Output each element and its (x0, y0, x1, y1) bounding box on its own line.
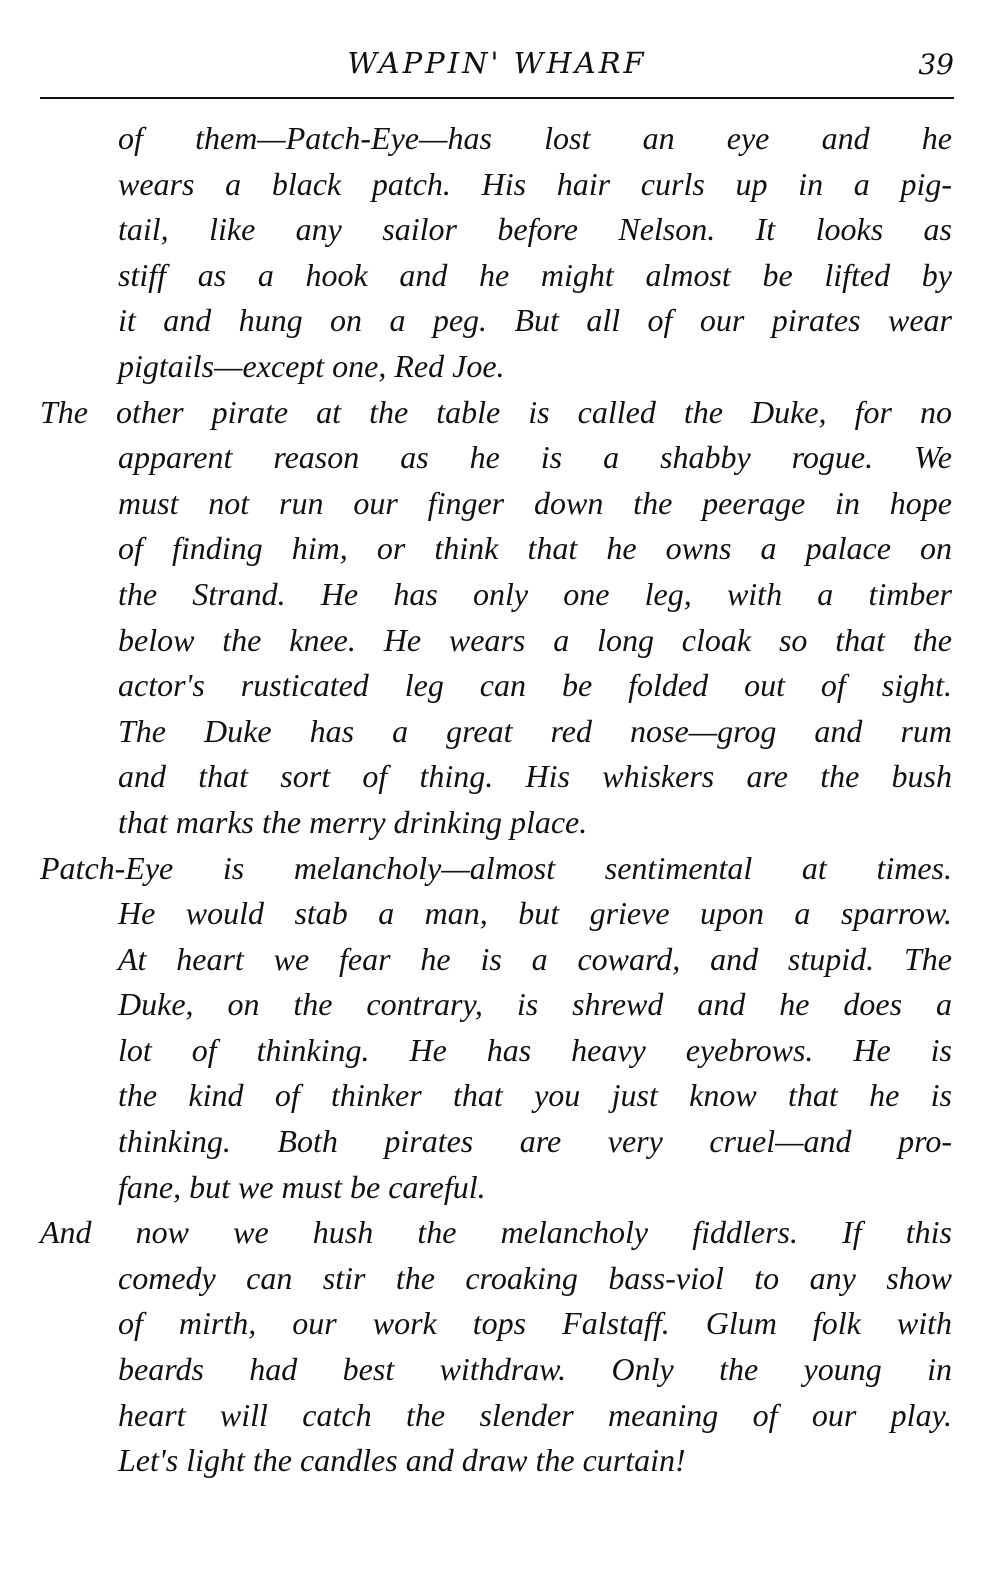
text-line: of them—Patch-Eye—has lost an eye and he (118, 120, 952, 156)
text-line: below the knee. He wears a long cloak so that the (118, 621, 952, 658)
text-line: wears a black patch. His hair curls up in a pig- (118, 165, 952, 202)
page-number: 39 (918, 48, 954, 81)
text-line: of mirth, our work tops Falstaff. Glum folk with (118, 1305, 952, 1342)
text-line: heart will catch the slender meaning of our play. (118, 1396, 952, 1433)
text-line: Let's light the candles and draw the curtain! (118, 1442, 686, 1479)
text-line: of finding him, or think that he owns a palace on (118, 530, 952, 567)
text-line: it and hung on a peg. But all of our pirates wear (118, 302, 952, 339)
page-header (40, 40, 954, 100)
text-line: And now we hush the melancholy fiddlers. If this (40, 1214, 952, 1251)
text-line: actor's rusticated leg can be folded out of sight. (118, 667, 952, 704)
text-line: that marks the merry drinking place. (118, 803, 588, 840)
text-line: comedy can stir the croaking bass-viol to any show (118, 1259, 952, 1296)
text-line: the Strand. He has only one leg, with a timber (118, 575, 952, 612)
text-line: must not run our finger down the peerage in hope (118, 484, 952, 521)
header-rule (40, 97, 954, 99)
text-line: thinking. Both pirates are very cruel—and pro- (118, 1123, 952, 1160)
text-line: the kind of thinker that you just know that he is (118, 1077, 952, 1114)
text-line: stiff as a hook and he might almost be lifted by (118, 256, 952, 293)
text-line: pigtails—except one, Red Joe. (118, 347, 505, 384)
text-line: and that sort of thing. His whiskers are the bush (118, 758, 952, 795)
text-line: fane, but we must be careful. (118, 1168, 486, 1205)
text-line: He would stab a man, but grieve upon a sparrow. (118, 895, 952, 932)
text-line: At heart we fear he is a coward, and stupid. The (118, 940, 952, 977)
text-line: Patch-Eye is melancholy—almost sentimental at times. (40, 849, 952, 886)
text-line: The Duke has a great red nose—grog and rum (118, 712, 952, 749)
text-line: Duke, on the contrary, is shrewd and he does a (118, 986, 952, 1023)
text-line: apparent reason as he is a shabby rogue. We (118, 439, 952, 476)
text-line: lot of thinking. He has heavy eyebrows. He is (118, 1031, 952, 1068)
running-title: WAPPIN' WHARF (347, 46, 647, 80)
text-line: beards had best withdraw. Only the young in (118, 1351, 952, 1388)
text-line: The other pirate at the table is called the Duke, for no (40, 393, 952, 430)
text-line: tail, like any sailor before Nelson. It looks as (118, 211, 952, 248)
body-text (40, 116, 952, 1484)
